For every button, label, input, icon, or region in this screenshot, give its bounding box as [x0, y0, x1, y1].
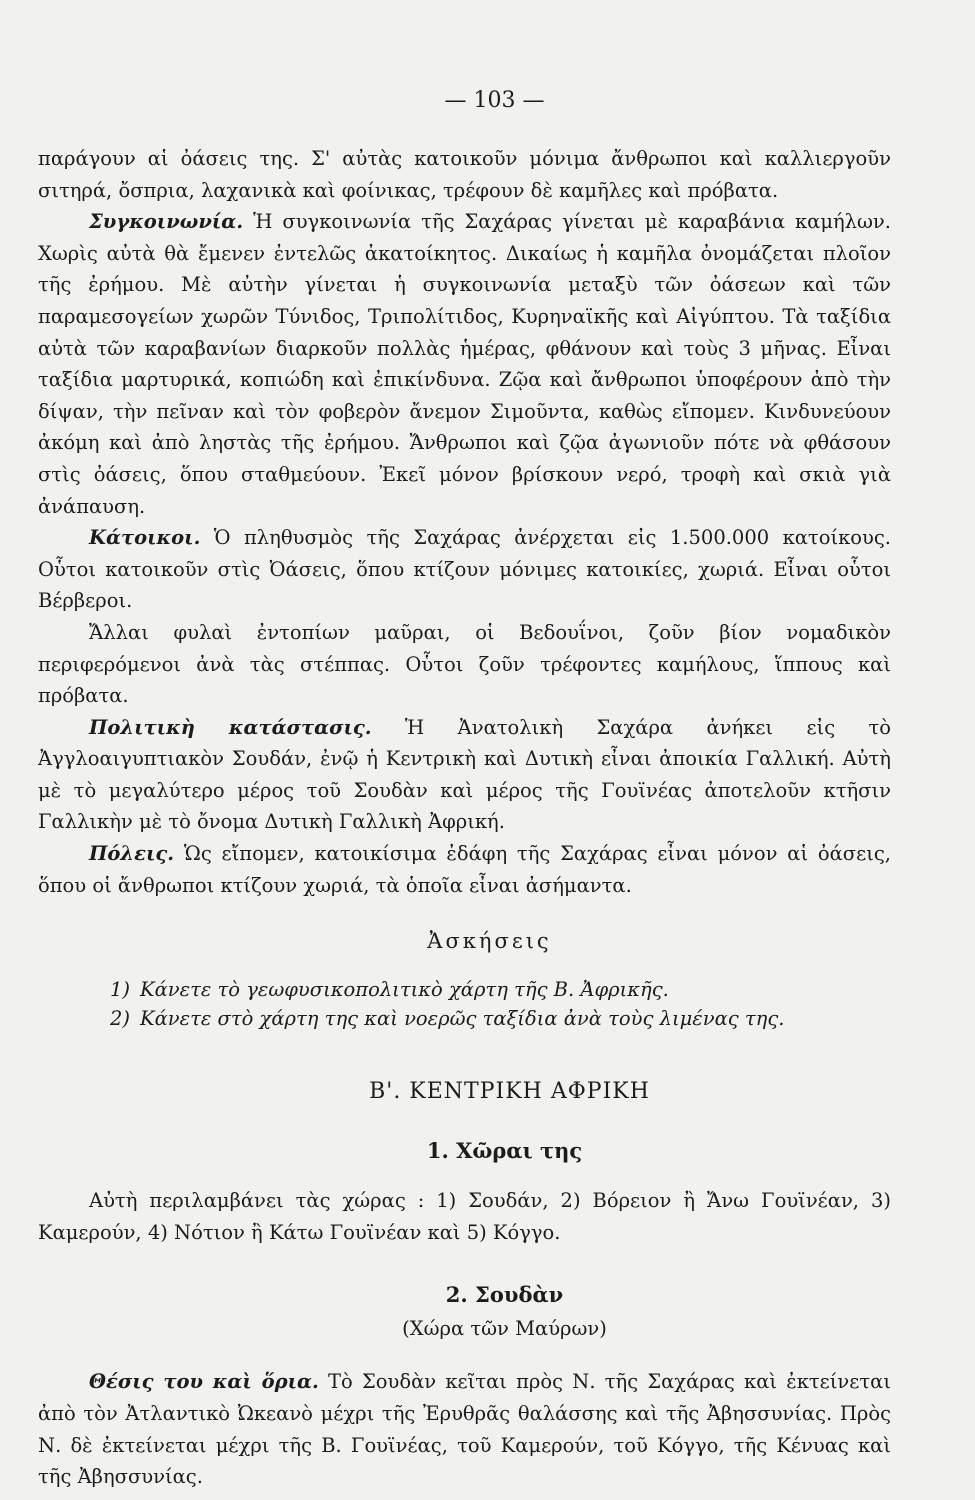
paragraph-lead: Πολιτικὴ κατάστασις.: [89, 715, 372, 739]
paragraph-text: Ἡ συγκοινωνία τῆς Σαχάρας γίνεται μὲ καραβάνια καμήλων. Χωρὶς αὐτὰ θὰ ἔμενεν ἐντελῶς ἀκατοίκητος. Δικαίως ἡ καμῆλα ὀνομάζεται πλοῖον τῆς ἐρήμου. Μὲ αὐτὴν γίνεται ἡ συγκοινωνία μεταξὺ τῶν ὀάσεων καὶ τῶν παραμεσογείων χωρῶν Τύνιδος, Τριπολίτιδος, Κυρηναϊκῆς καὶ Αἰγύπτου. Τὰ ταξίδια αὐτὰ τῶν καραβανίων διαρκοῦν πολλὰς ἡμέρας, φθάνουν καὶ τοὺς 3 μῆνας. Εἶναι ταξίδια μαρτυρικά, κοπιώδη καὶ ἐπικίνδυνα. Ζῷα καὶ ἄνθρωποι ὑποφέρουν ἀπὸ τὴν δίψαν, τὴν πεῖναν καὶ τὸν φοβερὸν ἄνεμον Σιμοῦντα, καθὼς εἴπομεν. Κινδυνεύουν ἀκόμη καὶ ἀπὸ ληστὰς τῆς ἐρήμου. Ἄνθρωποι καὶ ζῷα ἀγωνιοῦν πότε νὰ φθάσουν στὶς ὀάσεις, ὅπου σταθμεύουν. Ἐκεῖ μόνον βρίσκουν νερό, τροφὴ καὶ σκιὰ γιὰ ἀνάπαυση.: [38, 210, 891, 518]
paragraph-lead: Πόλεις.: [89, 842, 175, 866]
paragraph-tribes: [38, 617, 891, 712]
exercise-text: Κάνετε στὸ χάρτη της καὶ νοερῶς ταξίδια ἀνὰ τοὺς λιμένας της.: [140, 1007, 785, 1031]
paragraph-inhabitants: [38, 522, 891, 617]
exercises-heading: Ἀσκήσεις: [427, 929, 552, 954]
paragraph-communication: [38, 206, 891, 522]
exercise-item: [110, 975, 891, 1004]
paragraph-text: Ἡ Ἀνατολικὴ Σαχάρα ἀνήκει εἰς τὸ Ἀγγλοαιγυπτιακὸν Σουδάν, ἐνῷ ἡ Κεντρικὴ καὶ Δυτικὴ εἶναι ἀποικία Γαλλική. Αὐτὴ μὲ τὸ μεγαλύτερο μέρος τοῦ Σουδὰν καὶ μέρος τῆς Γουϊνέας ἀποτελοῦν κτῆσιν Γαλλικὴν μὲ τὸ ὄνομα Δυτικὴ Γαλλικὴ Ἀφρική.: [38, 715, 891, 834]
paragraph-countries: Αὐτὴ περιλαμβάνει τὰς χώρας : 1) Σουδάν, 2) Βόρειον ἢ Ἄνω Γουϊνέαν, 3) Καμερούν, 4) Νότιον ἢ Κάτω Γουϊνέαν καὶ 5) Κόγγο.: [38, 1189, 891, 1244]
exercise-list: [110, 975, 891, 1033]
exercise-text: Κάνετε τὸ γεωφυσικοπολιτικὸ χάρτη τῆς Β. Ἀφρικῆς.: [140, 978, 669, 1002]
section-subtitle-sudan: (Χώρα τῶν Μαύρων): [402, 1317, 607, 1341]
paragraph-sudan-position: [38, 1366, 891, 1492]
paragraph-lead: Θέσις του καὶ ὅρια.: [89, 1370, 319, 1394]
chapter-title: Β'. ΚΕΝΤΡΙΚΗ ΑΦΡΙΚΗ: [369, 1079, 650, 1105]
section-title-sudan: 2. Σουδὰν: [445, 1282, 564, 1308]
paragraph-lead: Συγκοινωνία.: [89, 210, 244, 234]
paragraph-text: Ὡς εἴπομεν, κατοικίσιμα ἐδάφη τῆς Σαχάρας εἶναι μόνον αἱ ὀάσεις, ὅπου οἱ ἄνθρωποι κτίζουν χωριά, τὰ ὁποῖα εἶναι ἀσήμαντα.: [38, 842, 891, 897]
paragraph-text: παράγουν αἱ ὀάσεις της. Σ' αὐτὰς κατοικοῦν μόνιμα ἄνθρωποι καὶ καλλιεργοῦν σιτηρά, ὄσπρια, λαχανικὰ καὶ φοίνικας, τρέφουν δὲ καμῆλες καὶ πρόβατα.: [38, 147, 891, 202]
paragraph-lead: Κάτοικοι.: [89, 526, 201, 550]
exercise-number: 2): [110, 1007, 131, 1031]
paragraph-text: Ἄλλαι φυλαὶ ἐντοπίων μαῦραι, οἱ Βεδουΐνοι, ζοῦν βίον νομαδικὸν περιφερόμενοι ἀνὰ τὰς στέππας. Οὗτοι ζοῦν τρέφοντες καμήλους, ἵππους καὶ πρόβατα.: [38, 620, 891, 708]
paragraph-text: Ὁ πληθυσμὸς τῆς Σαχάρας ἀνέρχεται εἰς 1.500.000 κατοίκους. Οὗτοι κατοικοῦν στὶς Ὀάσεις, ὅπου κτίζουν μόνιμες κατοικίες, χωριά. Εἶναι οὗτοι Βέρβεροι.: [38, 526, 891, 613]
paragraph-text: Τὸ Σουδὰν κεῖται πρὸς Ν. τῆς Σαχάρας καὶ ἐκτείνεται ἀπὸ τὸν Ἀτλαντικὸ Ὠκεανὸ μέχρι τῆς Ἐρυθρᾶς θαλάσσης καὶ τῆς Ἀβησσυνίας. Πρὸς Ν. δὲ ἐκτείνεται μέχρι τῆς Β. Γουϊνέας, τοῦ Καμερούν, τοῦ Κόγγο, τῆς Κένυας καὶ τῆς Ἀβησσυνίας.: [38, 1370, 891, 1489]
paragraph-cities: [38, 838, 891, 901]
section-title-countries: 1. Χῶραι της: [426, 1138, 583, 1164]
paragraph-produce: [38, 143, 891, 206]
exercise-number: 1): [110, 978, 131, 1002]
page-number: — 103 —: [444, 88, 545, 113]
exercise-item: [110, 1004, 891, 1033]
paragraph-political: [38, 712, 891, 838]
